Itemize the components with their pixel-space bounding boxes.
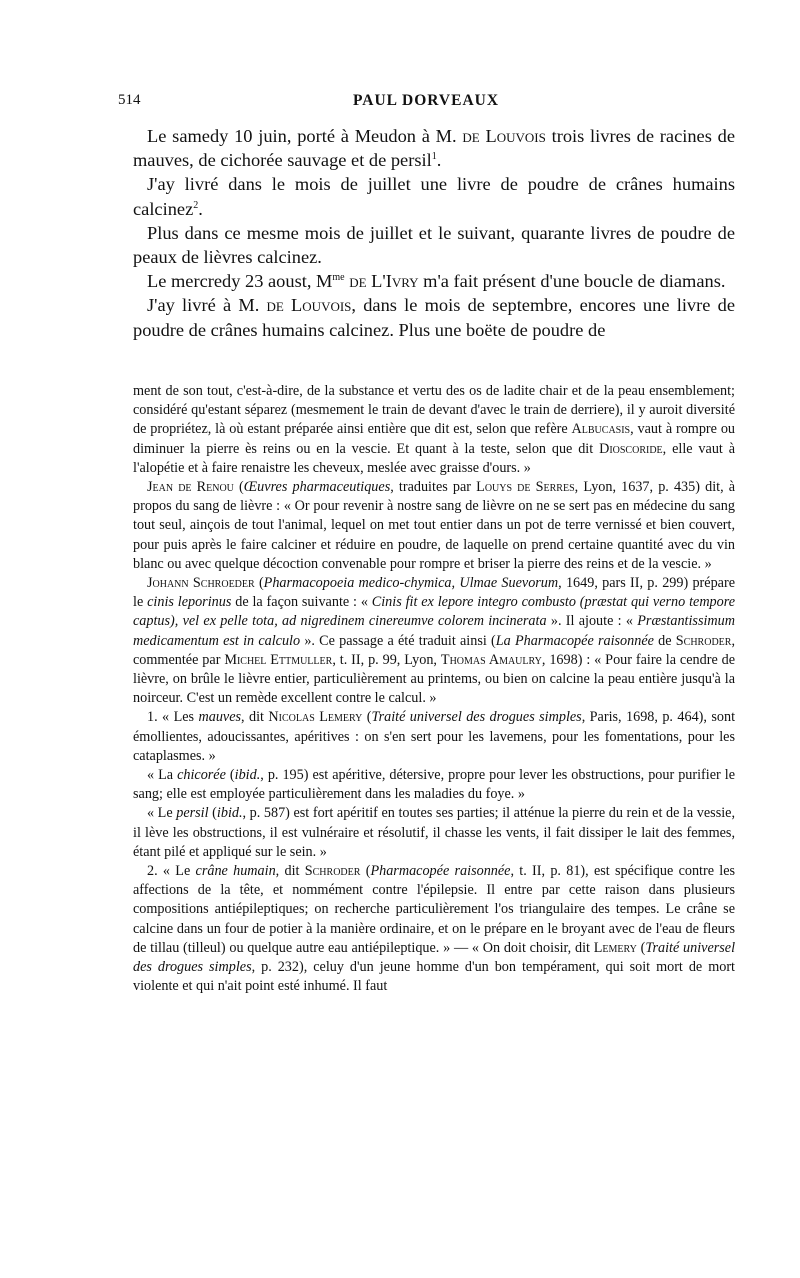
page-header — [118, 92, 734, 114]
footnote-continuation: ment de son tout, c'est-à-dire, de la substance et vertu des os de ladite chair et de la peau ensemblement; considéré qu'estant séparez (mesmement le train de devant d'avec le train de derriere), il y auroit diversité de propriétez, là où estant préparée ainsi entière que dit est, selon que refère Albucasis, vaut à rompre ou diminuer la pierre ès reins ou en la vescie. Et quant à la teste, selon que dit Dioscoride, elle vaut à l'alopétie et à faire renaistre les cheveux, meslée avec graisse d'ours. » — [133, 383, 736, 476]
footnotes — [133, 382, 735, 997]
footnote-ref: 2 — [193, 199, 199, 211]
footnote-paragraph: « La chicorée (ibid., p. 195) est apéritive, détersive, propre pour lever les obstructions, pour purifier le sang; elle est employée particulièrement dans les maladies du foye. » — [133, 767, 735, 803]
footnote-ref: 1 — [431, 151, 437, 163]
paragraph: J'ay livré à M. de Louvois, dans le mois de septembre, encores une livre de poudre de crânes humains calcinez. Plus une boëte de poudre de — [133, 295, 735, 340]
page-number: 514 — [118, 92, 141, 108]
running-head: PAUL DORVEAUX — [352, 92, 500, 109]
footnote-paragraph: Jean de Renou (Œuvres pharmaceutiques, traduites par Louys de Serres, Lyon, 1637, p. 435) dit, à propos du sang de lièvre : « Or pour revenir à nostre sang de lièvre on ne se sert pas en médecine du sang tout seul, ainçois de tout l'animal, lequel on met tout entier dans un pot de terre vernissé et bien couvert, pour puis après le faire calciner et réduire en poudre, de laquelle on prend certaine quantité avec du vin blanc ou avec quelque décoction convenable pour rompre et briser la pierre des reins et de la vescie. » — [133, 479, 736, 572]
footnote-2: 2. « Le crâne humain, dit Schroder (Pharmacopée raisonnée, t. II, p. 81), est spécifique contre les affections de la tête, et nommément contre l'épilepsie. Il entre par cette raison dans plusieurs compositions antiépileptiques; on recherche particulièrement l'os triangulaire des tempes. Le crâne se calcine dans un four de potier à la manière ordinaire, et on le prépare en le broyant avec de l'eau de fleurs de tillau (tilleul) ou quelque autre eau antiépileptique. » — « On doit choisir, dit Lemery (Traité universel des drogues simples, p. 232), celuy d'un jeune homme d'un bon tempérament, qui soit mort de mort violente et qui n'ait point esté inhumé. Il faut — [133, 863, 736, 995]
footnote-paragraph: Johann Schroeder (Pharmacopoeia medico-chymica, Ulmae Suevorum, 1649, pars II, p. 299) prépare le cinis leporinus de la façon suivante : « Cinis fit ex lepore integro combusto (præstat qui verno tempore captus), vel ex pelle tota, ad nigredinem cinereumve colorem incinerata ». Il ajoute : « Præstantissimum medicamentum est in calculo ». Ce passage a été traduit ainsi (La Pharmacopée raisonnée de Schroder, commentée par Michel Ettmuller, t. II, p. 99, Lyon, Thomas Amaulry, 1698) : « Pour faire la cendre de lièvre, on brûle le lièvre entier, particulièrement au printems, ou bien on calcine la peau entière jusqu'à la noirceur. C'est un remède excellent contre le calcul. » — [133, 575, 736, 707]
paragraph: Plus dans ce mesme mois de juillet et le suivant, quarante livres de poudre de peaux de lièvres calcinez. — [133, 222, 735, 268]
paragraph: J'ay livré dans le mois de juillet une livre de poudre de crânes humains calcinez$^2$. — [133, 174, 735, 219]
footnote-paragraph: « Le persil (ibid., p. 587) est fort apéritif en toutes ses parties; il atténue la pierre du rein et de la vessie, il lève les obstructions, il est vulnéraire et résolutif, il chasse les vents, il fait dissiper le lait des femmes, étant pilé et appliqué sur le sein. » — [133, 805, 736, 860]
paragraph: Le samedy 10 juin, porté à Meudon à M. de Louvois trois livres de racines de mauves, de cichorée sauvage et de persil$^1$. — [133, 126, 735, 171]
main-text — [133, 124, 735, 342]
footnote-1: 1. « Les mauves, dit Nicolas Lemery (Traité universel des drogues simples, Paris, 1698, p. 464), sont émollientes, adoucissantes, apéritives : on s'en sert pour les lavemens, pour les fomentations, pour les cataplasmes. » — [133, 709, 736, 764]
paragraph: Le mercredy 23 aoust, $M^{me}$ de L'Ivry m'a fait présent d'une boucle de diamans. — [147, 271, 726, 292]
